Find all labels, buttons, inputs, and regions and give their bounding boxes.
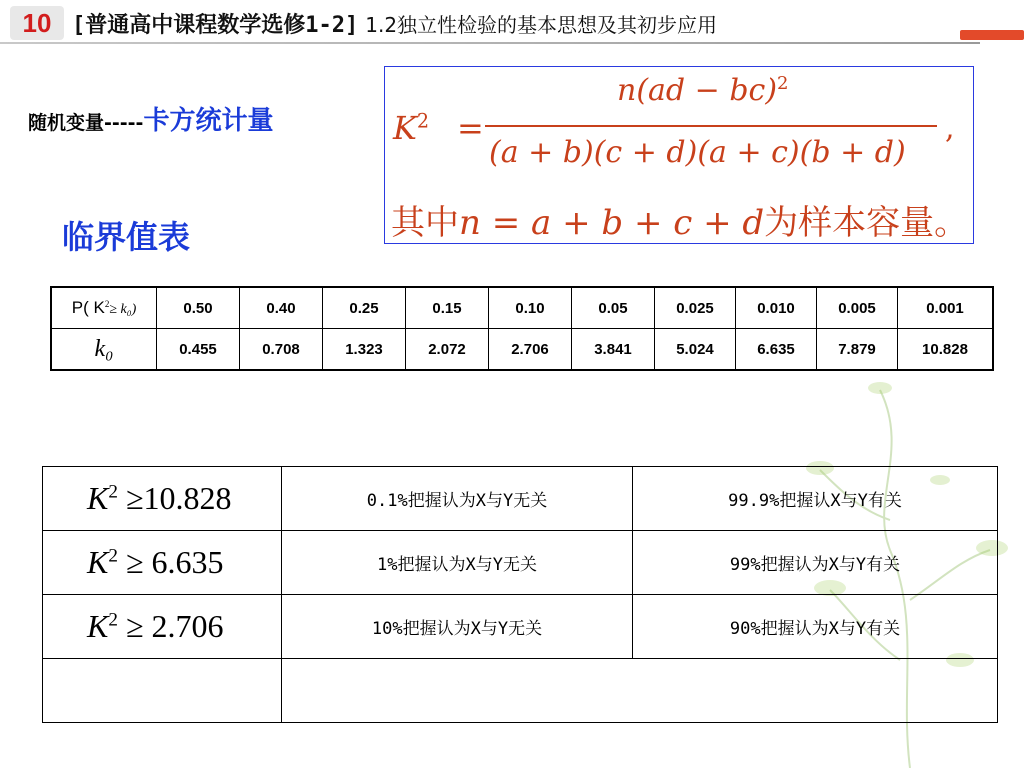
- relation-cell: 99%把握认为X与Y有关: [633, 531, 998, 595]
- empty-cell: [43, 659, 282, 723]
- critical-values-table: [50, 286, 994, 371]
- slide-number: 10: [10, 6, 64, 40]
- slide-title: [72, 8, 717, 39]
- course-code: [普通高中课程数学选修1-2]: [72, 13, 359, 38]
- p-value-cell: 0.010: [736, 287, 817, 329]
- no-relation-cell: 10%把握认为X与Y无关: [282, 595, 633, 659]
- no-relation-cell: 1%把握认为X与Y无关: [282, 531, 633, 595]
- p-value-cell: 0.001: [898, 287, 994, 329]
- formula-numerator: n(ad − bc)$^2$: [617, 73, 789, 108]
- k-value-cell: 7.879: [817, 329, 898, 371]
- k-value-cell: 10.828: [898, 329, 994, 371]
- k-threshold-cell: $K^2 \ge 2.706$: [43, 595, 282, 659]
- relation-cell: 99.9%把握认X与Y有关: [633, 467, 998, 531]
- header-accent-bar: [960, 30, 1024, 40]
- random-variable-prefix: 随机变量-----: [28, 112, 144, 134]
- header-divider: [0, 42, 980, 44]
- critical-value-row-header: k₀: [51, 329, 157, 371]
- decision-row: [43, 467, 998, 531]
- lesson-title: 1.2独立性检验的基本思想及其初步应用: [365, 13, 718, 37]
- chi-square-statistic-name: 卡方统计量: [143, 106, 274, 136]
- slide-header: [0, 0, 1024, 46]
- relation-cell: 90%把握认为X与Y有关: [633, 595, 998, 659]
- k-value-cell: 0.708: [240, 329, 323, 371]
- k-value-cell: 0.455: [157, 329, 240, 371]
- chi-square-formula: [384, 66, 974, 244]
- k-value-cell: 2.706: [489, 329, 572, 371]
- p-value-cell: 0.025: [655, 287, 736, 329]
- p-value-cell: 0.15: [406, 287, 489, 329]
- k-threshold-cell: $K^2 \ge 10.828$: [43, 467, 282, 531]
- p-value-cell: 0.10: [489, 287, 572, 329]
- formula-equals: =: [457, 109, 484, 147]
- decision-table: [42, 466, 998, 723]
- probability-row-header: P( $K^2\ge k_0$): [51, 287, 157, 329]
- formula-comma: ,: [945, 111, 955, 146]
- k-value-cell: 1.323: [323, 329, 406, 371]
- k-value-cell: 5.024: [655, 329, 736, 371]
- decision-row-empty: [43, 659, 998, 723]
- k-value-cell: 6.635: [736, 329, 817, 371]
- decision-row: [43, 595, 998, 659]
- formula-denominator: (a + b)(c + d)(a + c)(b + d): [489, 135, 906, 170]
- p-value-cell: 0.05: [572, 287, 655, 329]
- k-value-cell: 3.841: [572, 329, 655, 371]
- empty-cell: [282, 659, 998, 723]
- no-relation-cell: 0.1%把握认为X与Y无关: [282, 467, 633, 531]
- decision-row: [43, 531, 998, 595]
- probability-row: [51, 287, 993, 329]
- critical-table-title: 临界值表: [62, 218, 191, 256]
- formula-fraction-bar: [485, 125, 937, 127]
- p-value-cell: 0.40: [240, 287, 323, 329]
- p-value-cell: 0.25: [323, 287, 406, 329]
- k-threshold-cell: $K^2 \ge 6.635$: [43, 531, 282, 595]
- formula-lhs: $K^2$: [393, 109, 430, 147]
- p-value-cell: 0.005: [817, 287, 898, 329]
- formula-sample-size-note: 其中n = a + b + c + d为样本容量。: [391, 203, 969, 243]
- k-value-cell: 2.072: [406, 329, 489, 371]
- random-variable-label: [28, 100, 273, 137]
- p-value-cell: 0.50: [157, 287, 240, 329]
